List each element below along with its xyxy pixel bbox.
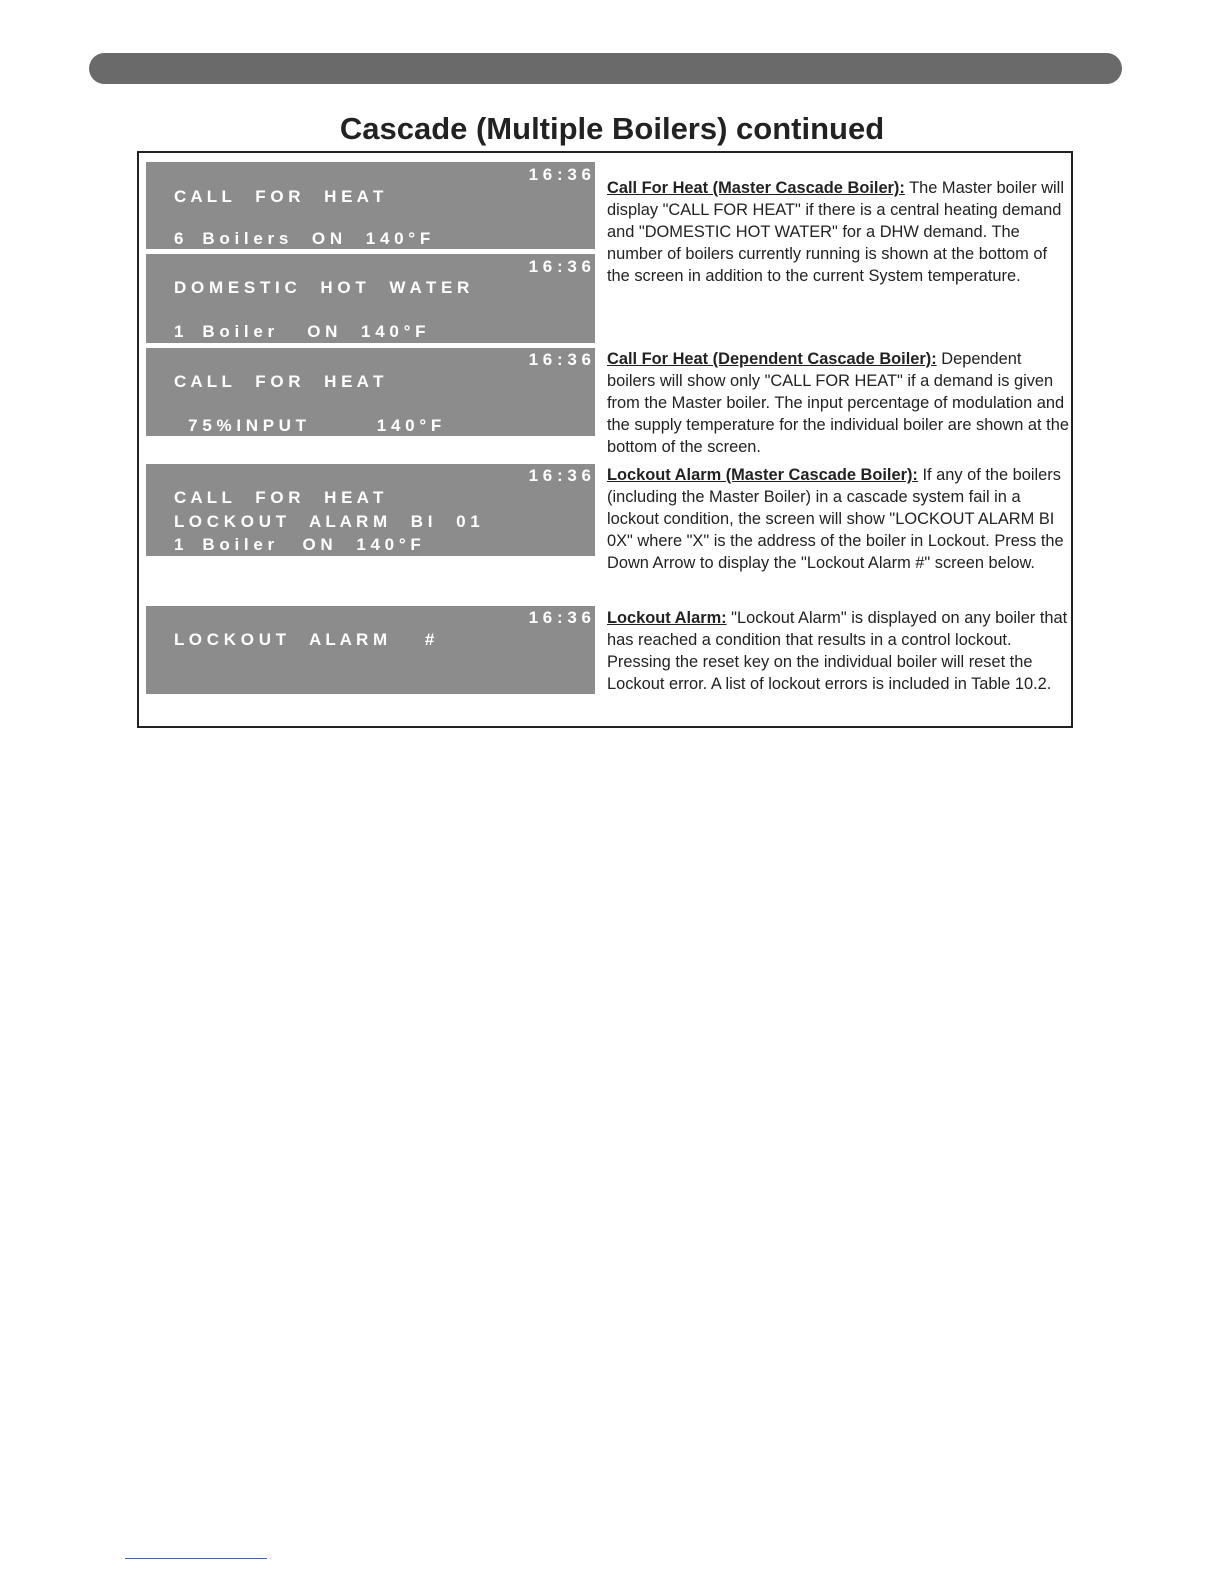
- description-text: "Lockout Alarm" is displayed on any boiler that has reached a condition that results in a control lockout. Pressing the reset key on the individual boiler will reset the Lockout error. A list of lockout errors is included in Table 10.2.: [607, 609, 1068, 693]
- lcd-line-1: C A L L F O R H E A T: [174, 187, 384, 206]
- lcd-time: 1 6 : 3 6: [528, 466, 591, 485]
- description-heading: Lockout Alarm (Master Cascade Boiler):: [607, 466, 918, 484]
- lcd-line-2: L O C K O U T A L A R M B I 0 1: [174, 512, 480, 531]
- lcd-screen-call-for-heat-dependent: [146, 348, 595, 436]
- lcd-line-1: D O M E S T I C H O T W A T E R: [174, 278, 470, 297]
- description-heading: Call For Heat (Master Cascade Boiler):: [607, 179, 905, 197]
- lcd-line-3: 1 B o i l e r O N 1 4 0 ° F: [174, 322, 426, 341]
- lcd-line-1: C A L L F O R H E A T: [174, 488, 384, 507]
- description-lockout-alarm: [607, 607, 1073, 695]
- lcd-screen-call-for-heat-master: [146, 162, 595, 249]
- lcd-line-1: C A L L F O R H E A T: [174, 372, 384, 391]
- footer-link-line: [125, 1558, 267, 1559]
- description-master-call-for-heat: [607, 177, 1073, 287]
- lcd-screen-lockout-alarm: [146, 606, 595, 694]
- lcd-line-3: 7 5 % I N P U T 1 4 0 ° F: [174, 416, 442, 435]
- page-title: Cascade (Multiple Boilers) continued: [339, 111, 885, 146]
- lcd-screen-domestic-hot-water: [146, 254, 595, 343]
- lcd-screen-lockout-master: [146, 464, 595, 556]
- description-text: Dependent boilers will show only "CALL FOR HEAT" if a demand is given from the Master boiler. The input percentage of modulation and the supply temperature for the individual boiler are shown at the bottom of the screen.: [607, 350, 1069, 456]
- lcd-line-3: 6 B o i l e r s O N 1 4 0 ° F: [174, 229, 431, 248]
- lcd-line-1: L O C K O U T A L A R M #: [174, 630, 435, 649]
- description-dependent-call-for-heat: [607, 348, 1073, 458]
- lcd-time: 1 6 : 3 6: [528, 165, 591, 184]
- lcd-line-3: 1 B o i l e r O N 1 4 0 ° F: [174, 535, 421, 554]
- lcd-time: 1 6 : 3 6: [528, 350, 591, 369]
- header-bar: [89, 53, 1122, 84]
- lcd-time: 1 6 : 3 6: [528, 257, 591, 276]
- description-text: If any of the boilers (including the Master Boiler) in a cascade system fail in a lockout condition, the screen will show "LOCKOUT ALARM BI 0X" where "X" is the address of the boiler in Lockout. Press the Down Arrow to display the "Lockout Alarm #" screen below.: [607, 466, 1064, 572]
- description-heading: Lockout Alarm:: [607, 609, 727, 627]
- description-heading: Call For Heat (Dependent Cascade Boiler):: [607, 350, 937, 368]
- description-text: The Master boiler will display "CALL FOR HEAT" if there is a central heating demand and "DOMESTIC HOT WATER" for a DHW demand. The number of boilers currently running is shown at the bottom of the screen in addition to the current System temperature.: [607, 179, 1064, 285]
- lcd-time: 1 6 : 3 6: [528, 608, 591, 627]
- description-master-lockout-alarm: [607, 464, 1073, 574]
